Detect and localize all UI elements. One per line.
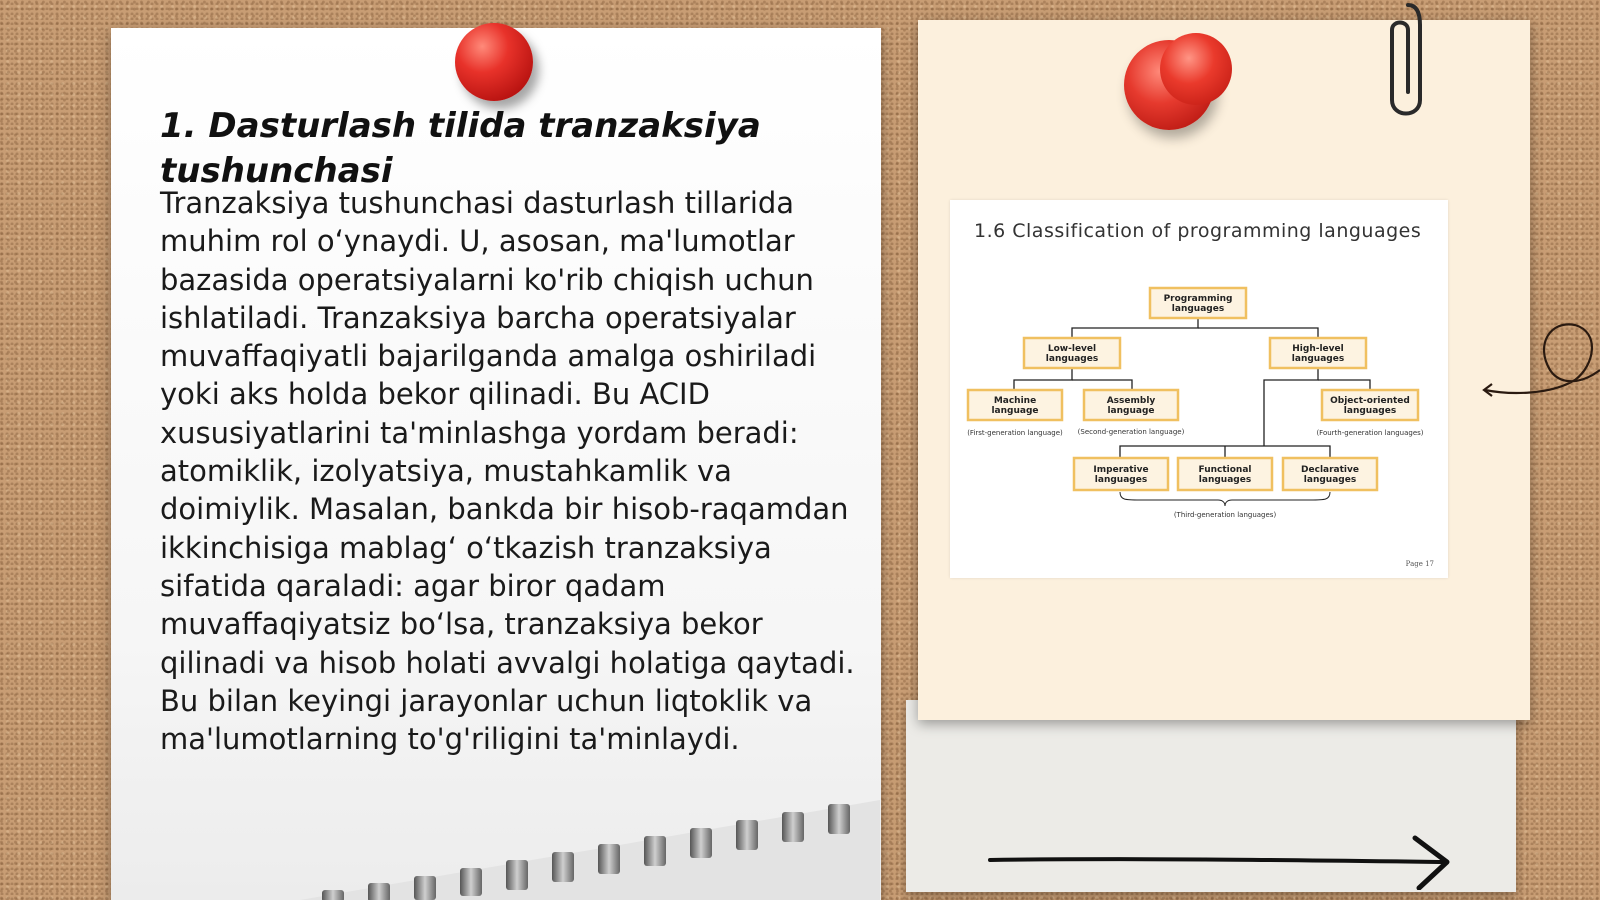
node-high-level-languages [1270,338,1366,368]
svg-text:languages: languages [1198,475,1252,485]
svg-text:High-level: High-level [1292,344,1344,354]
svg-text:Object-oriented: Object-oriented [1330,396,1410,406]
node-object-oriented-languages [1322,390,1418,420]
svg-text:Declarative: Declarative [1301,465,1359,475]
squiggle-arrow-icon [1480,310,1600,410]
long-arrow-right-icon [985,830,1455,890]
node-low-level-languages [1024,338,1120,368]
svg-text:language: language [1107,406,1155,416]
svg-text:languages: languages [1171,304,1225,314]
caption-second-generation: (Second-generation language) [1077,428,1185,436]
caption-third-generation: (Third-generation languages) [1173,511,1277,519]
svg-text:Machine: Machine [993,396,1037,406]
svg-text:language: language [991,406,1039,416]
node-machine-language [968,390,1062,420]
svg-text:languages: languages [1291,354,1345,364]
red-pushpin-icon [1160,33,1232,105]
node-assembly-language [1084,390,1178,420]
node-functional-languages [1178,458,1272,490]
svg-text:Low-level: Low-level [1047,344,1097,354]
figure-page-number: Page 17 [1405,560,1434,568]
node-imperative-languages [1074,458,1168,490]
spiral-binding-decoration [300,800,880,900]
paperclip-icon [1378,0,1426,125]
caption-fourth-generation: (Fourth-generation languages) [1316,429,1424,437]
body-paragraph: Tranzaksiya tushunchasi dasturlash tillarida muhim rol o‘ynaydi. U, asosan, ma'lumotlar bazasida operatsiyalarni ko'rib chiqish uchun ishlatiladi. Tranzaksiya barcha operatsiyalar muvaffaqiyatli bajarilganda amalga oshiriladi yoki aks holda bekor qilinadi. Bu ACID xususiyatlarini ta'minlashga yordam beradi: atomiklik, izolyatsiya, mustahkamlik va doimiylik. Masalan, bankda bir hisob-raqamdan ikkinchisiga mablag‘ o‘tkazish tranzaksiya sifatida qaraladi: agar biror qadam muvaffaqiyatsiz bo‘lsa, tranzaksiya bekor qilinadi va hisob holati avvalgi holatiga qaytadi. Bu bilan keyingi jarayonlar uchun liqtoklik va ma'lumotlarning to'g'riligini ta'minlaydi. [160,186,855,757]
svg-text:Functional: Functional [1198,465,1252,475]
classification-diagram [950,200,1448,578]
figure-title: 1.6 Classification of programming languages [974,220,1422,242]
node-programming-languages [1150,288,1246,318]
node-declarative-languages [1283,458,1377,490]
svg-text:languages: languages [1343,406,1397,416]
classification-figure [950,200,1448,578]
svg-text:languages: languages [1045,354,1099,364]
svg-text:languages: languages [1303,475,1357,485]
svg-text:Assembly: Assembly [1106,396,1156,406]
svg-text:Imperative: Imperative [1093,465,1149,475]
caption-first-generation: (First-generation language) [967,429,1063,437]
slide-title: 1. Dasturlash tilida tranzaksiya tushunchasi [160,106,761,191]
red-pushpin-icon [455,23,533,101]
svg-text:languages: languages [1094,475,1148,485]
svg-text:Programming: Programming [1163,294,1233,304]
